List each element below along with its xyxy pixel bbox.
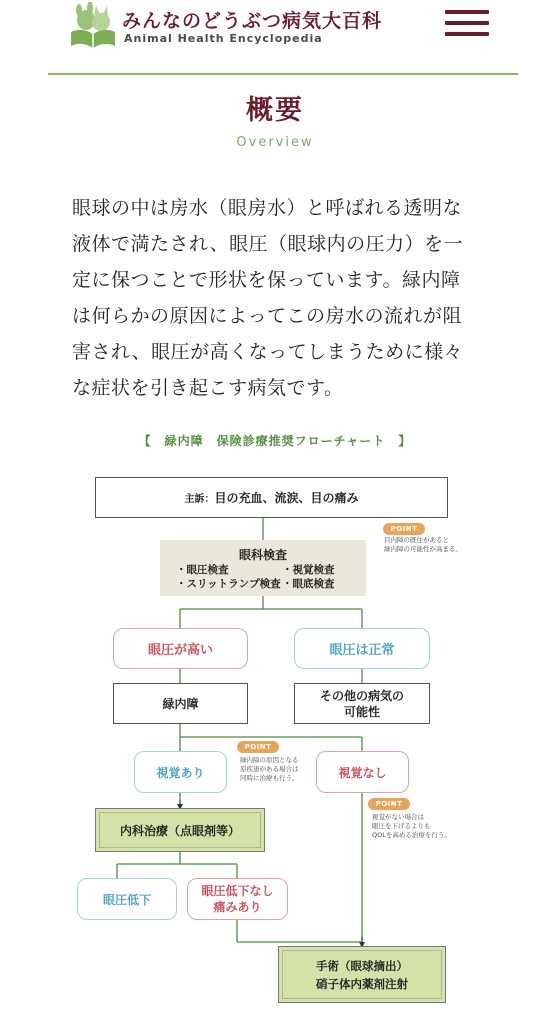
iop-not-decreased-node: [187, 878, 288, 920]
menu-bar: [445, 10, 489, 14]
exam-item: ・スリットランプ検査: [176, 578, 281, 590]
iop-high-node: 眼圧が高い: [113, 628, 248, 669]
point-note: [372, 813, 451, 840]
iop-decreased-node: 眼圧低下: [77, 878, 177, 920]
medical-treatment-node: 内科治療（点眼剤等）: [95, 808, 265, 852]
node-line: 痛みあり: [213, 900, 262, 914]
node-line: 手術（眼球摘出）: [316, 958, 408, 973]
section-title: 概要: [246, 95, 304, 126]
section-subtitle: Overview: [236, 135, 314, 150]
glaucoma-node: 緑内障: [113, 683, 248, 724]
note-line: 視覚がない場合は: [372, 813, 424, 821]
note-line: 同時に治療も行う。: [240, 774, 299, 782]
other-disease-node: [294, 683, 430, 724]
note-line: 原疾患がある場合は: [240, 765, 299, 773]
note-line: 緑内障の可能性が高まる。: [384, 545, 462, 553]
node-line: 可能性: [343, 704, 380, 719]
vision-no-node: 視覚なし: [316, 751, 409, 793]
vision-yes-node: 視覚あり: [134, 751, 227, 793]
note-line: 眼圧を下げるよりも: [372, 822, 431, 830]
note-line: 目内障の既往があると: [384, 536, 449, 544]
surgery-node: [278, 946, 446, 1003]
hamburger-menu-icon[interactable]: [445, 10, 489, 38]
note-line: QOLを高める治療を行う。: [372, 831, 451, 839]
point-badge: POINT: [383, 523, 425, 535]
overview-paragraph: [72, 190, 480, 406]
menu-bar: [445, 32, 489, 36]
complaint-text: 目の充血、流涙、目の痛み: [214, 491, 359, 505]
exam-item: ・眼圧検査: [176, 564, 229, 576]
node-line: 眼圧低下なし: [201, 884, 274, 898]
node-line: その他の病気の: [319, 688, 404, 703]
point-badge: POINT: [237, 741, 279, 753]
exam-item: ・眼底検査: [282, 578, 335, 590]
paragraph-line: 害され、眼圧が高くなってしまうために様々: [72, 341, 464, 363]
point-note: [384, 536, 462, 554]
site-header: [0, 0, 550, 60]
exam-item: ・視覚検査: [282, 564, 335, 576]
paragraph-line: な症状を引き起こす病気です。: [72, 377, 344, 399]
animals-book-icon[interactable]: [68, 2, 118, 50]
exam-title: 眼科検査: [238, 548, 287, 562]
paragraph-line: 液体で満たされ、眼圧（眼球内の圧力）を一: [72, 233, 464, 255]
header-divider: [48, 73, 518, 75]
note-line: 緑内障の原因となる: [240, 756, 299, 764]
point-note: [240, 756, 299, 783]
paragraph-line: 眼球の中は房水（眼房水）と呼ばれる透明な: [72, 197, 463, 219]
site-title[interactable]: みんなのどうぶつ病気大百科: [122, 10, 383, 32]
flowchart-title: 【 緑内障 保険診療推奨フローチャート 】: [138, 434, 412, 448]
paragraph-line: は何らかの原因によってこの房水の流れが阻: [72, 305, 463, 327]
point-badge: POINT: [368, 798, 410, 810]
complaint-label: 主訴：: [184, 494, 215, 505]
eye-exam-box: [160, 540, 366, 596]
node-line: 硝子体内薬剤注射: [316, 976, 408, 991]
paragraph-line: 定に保つことで形状を保っています。緑内障: [72, 269, 461, 291]
chief-complaint-box: [95, 477, 448, 518]
menu-bar: [445, 21, 489, 25]
iop-normal-node: 眼圧は正常: [294, 628, 430, 669]
site-subtitle: Animal Health Encyclopedia: [124, 32, 323, 45]
